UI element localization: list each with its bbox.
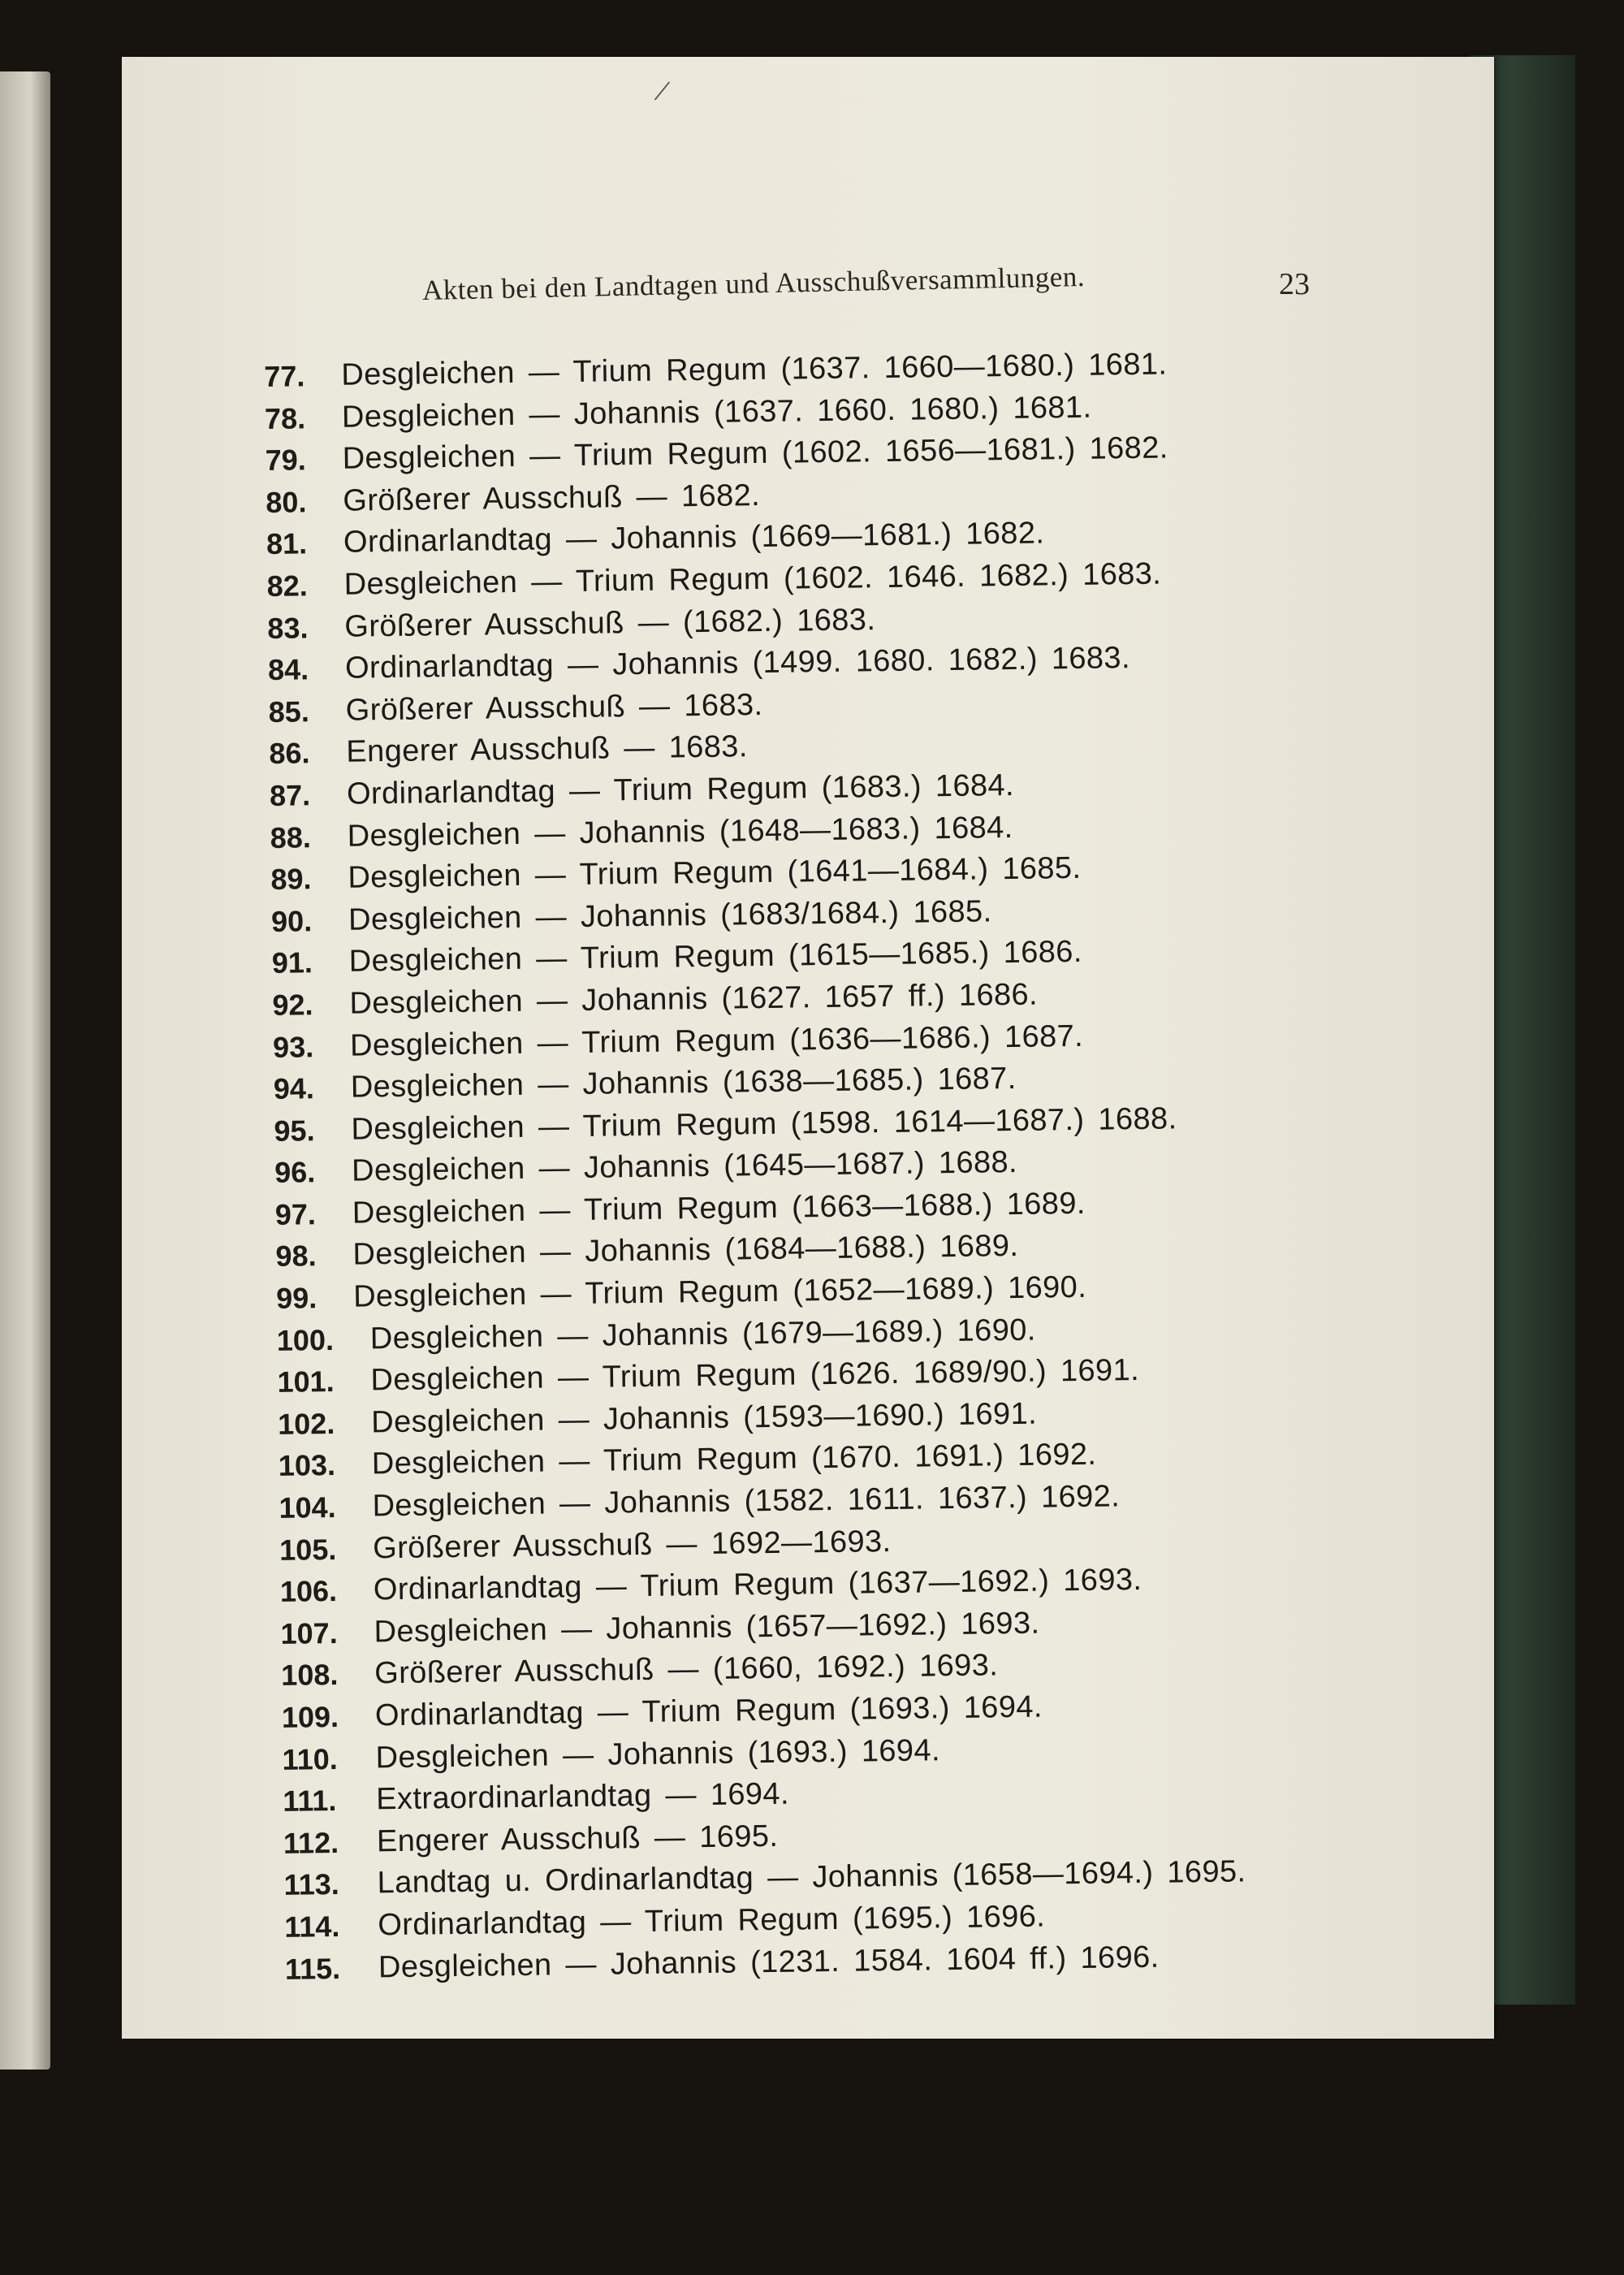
entry-number: 84. <box>267 652 309 687</box>
entry-text: Ordinarlandtag — Trium Regum (1693.) 1694. <box>374 1689 1043 1733</box>
entry-text: Desgleichen — Trium Regum (1626. 1689/90.) 1691. <box>370 1353 1140 1398</box>
entry-text: Größerer Ausschuß — 1692—1693. <box>372 1524 892 1565</box>
entry-text: Größerer Ausschuß — 1682. <box>343 478 761 518</box>
entry-text: Desgleichen — Johannis (1231. 1584. 1604 ff.) 1696. <box>378 1940 1160 1984</box>
entry-list <box>264 341 1422 1990</box>
entry-number: 108. <box>281 1658 339 1693</box>
entry-text: Desgleichen — Trium Regum (1637. 1660—1680.) 1681. <box>341 347 1168 392</box>
entry-text: Desgleichen — Trium Regum (1615—1685.) 1686. <box>348 935 1083 980</box>
margin-mark: / <box>651 71 673 110</box>
entry-number: 106. <box>279 1574 338 1609</box>
entry-number: 89. <box>270 862 312 897</box>
entry-text: Ordinarlandtag — Johannis (1669—1681.) 1682. <box>343 516 1045 560</box>
entry-number: 79. <box>265 443 306 478</box>
entry-number: 97. <box>274 1197 317 1231</box>
entry-number: 103. <box>278 1448 336 1483</box>
entry-number: 114. <box>284 1909 340 1944</box>
entry-number: 111. <box>283 1784 337 1819</box>
entry-text: Desgleichen — Johannis (1637. 1660. 1680.) 1681. <box>341 390 1092 435</box>
entry-number: 109. <box>281 1699 339 1734</box>
entry-number: 93. <box>272 1029 314 1064</box>
entry-number: 86. <box>269 736 310 771</box>
entry-text: Desgleichen — Johannis (1679—1689.) 1690. <box>369 1313 1036 1356</box>
entry-text: Größerer Ausschuß — 1683. <box>345 687 763 728</box>
entry-number: 82. <box>266 569 309 603</box>
entry-number: 94. <box>273 1071 315 1106</box>
entry-text: Ordinarlandtag — Trium Regum (1695.) 1696. <box>378 1899 1046 1943</box>
entry-number: 88. <box>270 820 312 854</box>
book-page <box>122 57 1494 2039</box>
entry-text: Desgleichen — Trium Regum (1598. 1614—1687.) 1688. <box>351 1101 1177 1147</box>
entry-text: Desgleichen — Johannis (1683/1684.) 1685. <box>348 894 992 937</box>
entry-number: 85. <box>268 694 310 729</box>
entry-number: 78. <box>264 400 306 435</box>
entry-number: 107. <box>280 1615 338 1650</box>
entry-text: Landtag u. Ordinarlandtag — Johannis (1658—1694.) 1695. <box>377 1854 1246 1901</box>
entry-number: 91. <box>271 945 313 980</box>
entry-number: 92. <box>272 988 313 1022</box>
entry-text: Ordinarlandtag — Trium Regum (1683.) 1684. <box>346 768 1015 811</box>
entry-number: 90. <box>270 904 313 938</box>
entry-text: Ordinarlandtag — Trium Regum (1637—1692.) 1693. <box>373 1563 1142 1607</box>
entry-number: 96. <box>274 1155 316 1190</box>
entry-number: 77. <box>264 359 305 393</box>
entry-number: 100. <box>276 1322 335 1357</box>
entry-text: Engerer Ausschuß — 1695. <box>376 1819 779 1859</box>
entry-text: Desgleichen — Trium Regum (1602. 1656—1681.) 1682. <box>342 430 1168 476</box>
entry-number: 101. <box>277 1365 335 1399</box>
entry-text: Desgleichen — Johannis (1582. 1611. 1637.) 1692. <box>372 1479 1121 1524</box>
left-page-edge <box>0 71 50 2070</box>
entry-number: 115. <box>284 1951 341 1986</box>
entry-text: Desgleichen — Trium Regum (1641—1684.) 1685. <box>348 851 1082 895</box>
entry-text: Desgleichen — Johannis (1693.) 1694. <box>375 1732 941 1775</box>
entry-number: 87. <box>269 778 311 812</box>
entry-text: Größerer Ausschuß — (1660, 1692.) 1693. <box>374 1648 999 1691</box>
entry-number: 105. <box>279 1532 337 1567</box>
running-header: Akten bei den Landtagen und Ausschußversammlungen. <box>421 260 1086 306</box>
entry-text: Desgleichen — Johannis (1645—1687.) 1688. <box>351 1145 1018 1188</box>
entry-number: 112. <box>283 1825 339 1860</box>
entry-text: Desgleichen — Trium Regum (1670. 1691.) 1692. <box>371 1438 1097 1481</box>
entry-number: 110. <box>282 1741 338 1776</box>
entry-number: 98. <box>275 1239 317 1274</box>
page-number: 23 <box>1279 267 1310 301</box>
entry-text: Desgleichen — Johannis (1657—1692.) 1693. <box>374 1606 1040 1650</box>
entry-number: 113. <box>283 1867 340 1902</box>
entry-text: Desgleichen — Trium Regum (1636—1686.) 1687. <box>349 1019 1084 1063</box>
entry-text: Desgleichen — Johannis (1684—1688.) 1689. <box>352 1229 1019 1273</box>
entry-text: Extraordinarlandtag — 1694. <box>376 1776 790 1817</box>
entry-text: Desgleichen — Trium Regum (1663—1688.) 1689. <box>352 1186 1086 1230</box>
entry-number: 99. <box>275 1281 317 1315</box>
entry-text: Desgleichen — Johannis (1593—1690.) 1691. <box>370 1396 1038 1440</box>
entry-text: Engerer Ausschuß — 1683. <box>346 729 749 770</box>
entry-text: Desgleichen — Trium Regum (1652—1689.) 1690. <box>352 1269 1087 1314</box>
entry-text: Desgleichen — Trium Regum (1602. 1646. 1682.) 1683. <box>343 556 1162 602</box>
entry-text: Größerer Ausschuß — (1682.) 1683. <box>344 602 876 644</box>
entry-number: 80. <box>266 485 307 519</box>
entry-number: 104. <box>279 1490 336 1525</box>
entry-text: Ordinarlandtag — Johannis (1499. 1680. 1682.) 1683. <box>344 641 1131 686</box>
entry-number: 102. <box>277 1406 335 1441</box>
entry-text: Desgleichen — Johannis (1627. 1657 ff.) 1686. <box>349 977 1039 1021</box>
entry-text: Desgleichen — Johannis (1648—1683.) 1684. <box>347 810 1013 854</box>
entry-text: Desgleichen — Johannis (1638—1685.) 1687. <box>350 1062 1017 1105</box>
entry-number: 95. <box>274 1113 315 1148</box>
entry-number: 83. <box>267 610 309 645</box>
entry-number: 81. <box>266 526 308 561</box>
